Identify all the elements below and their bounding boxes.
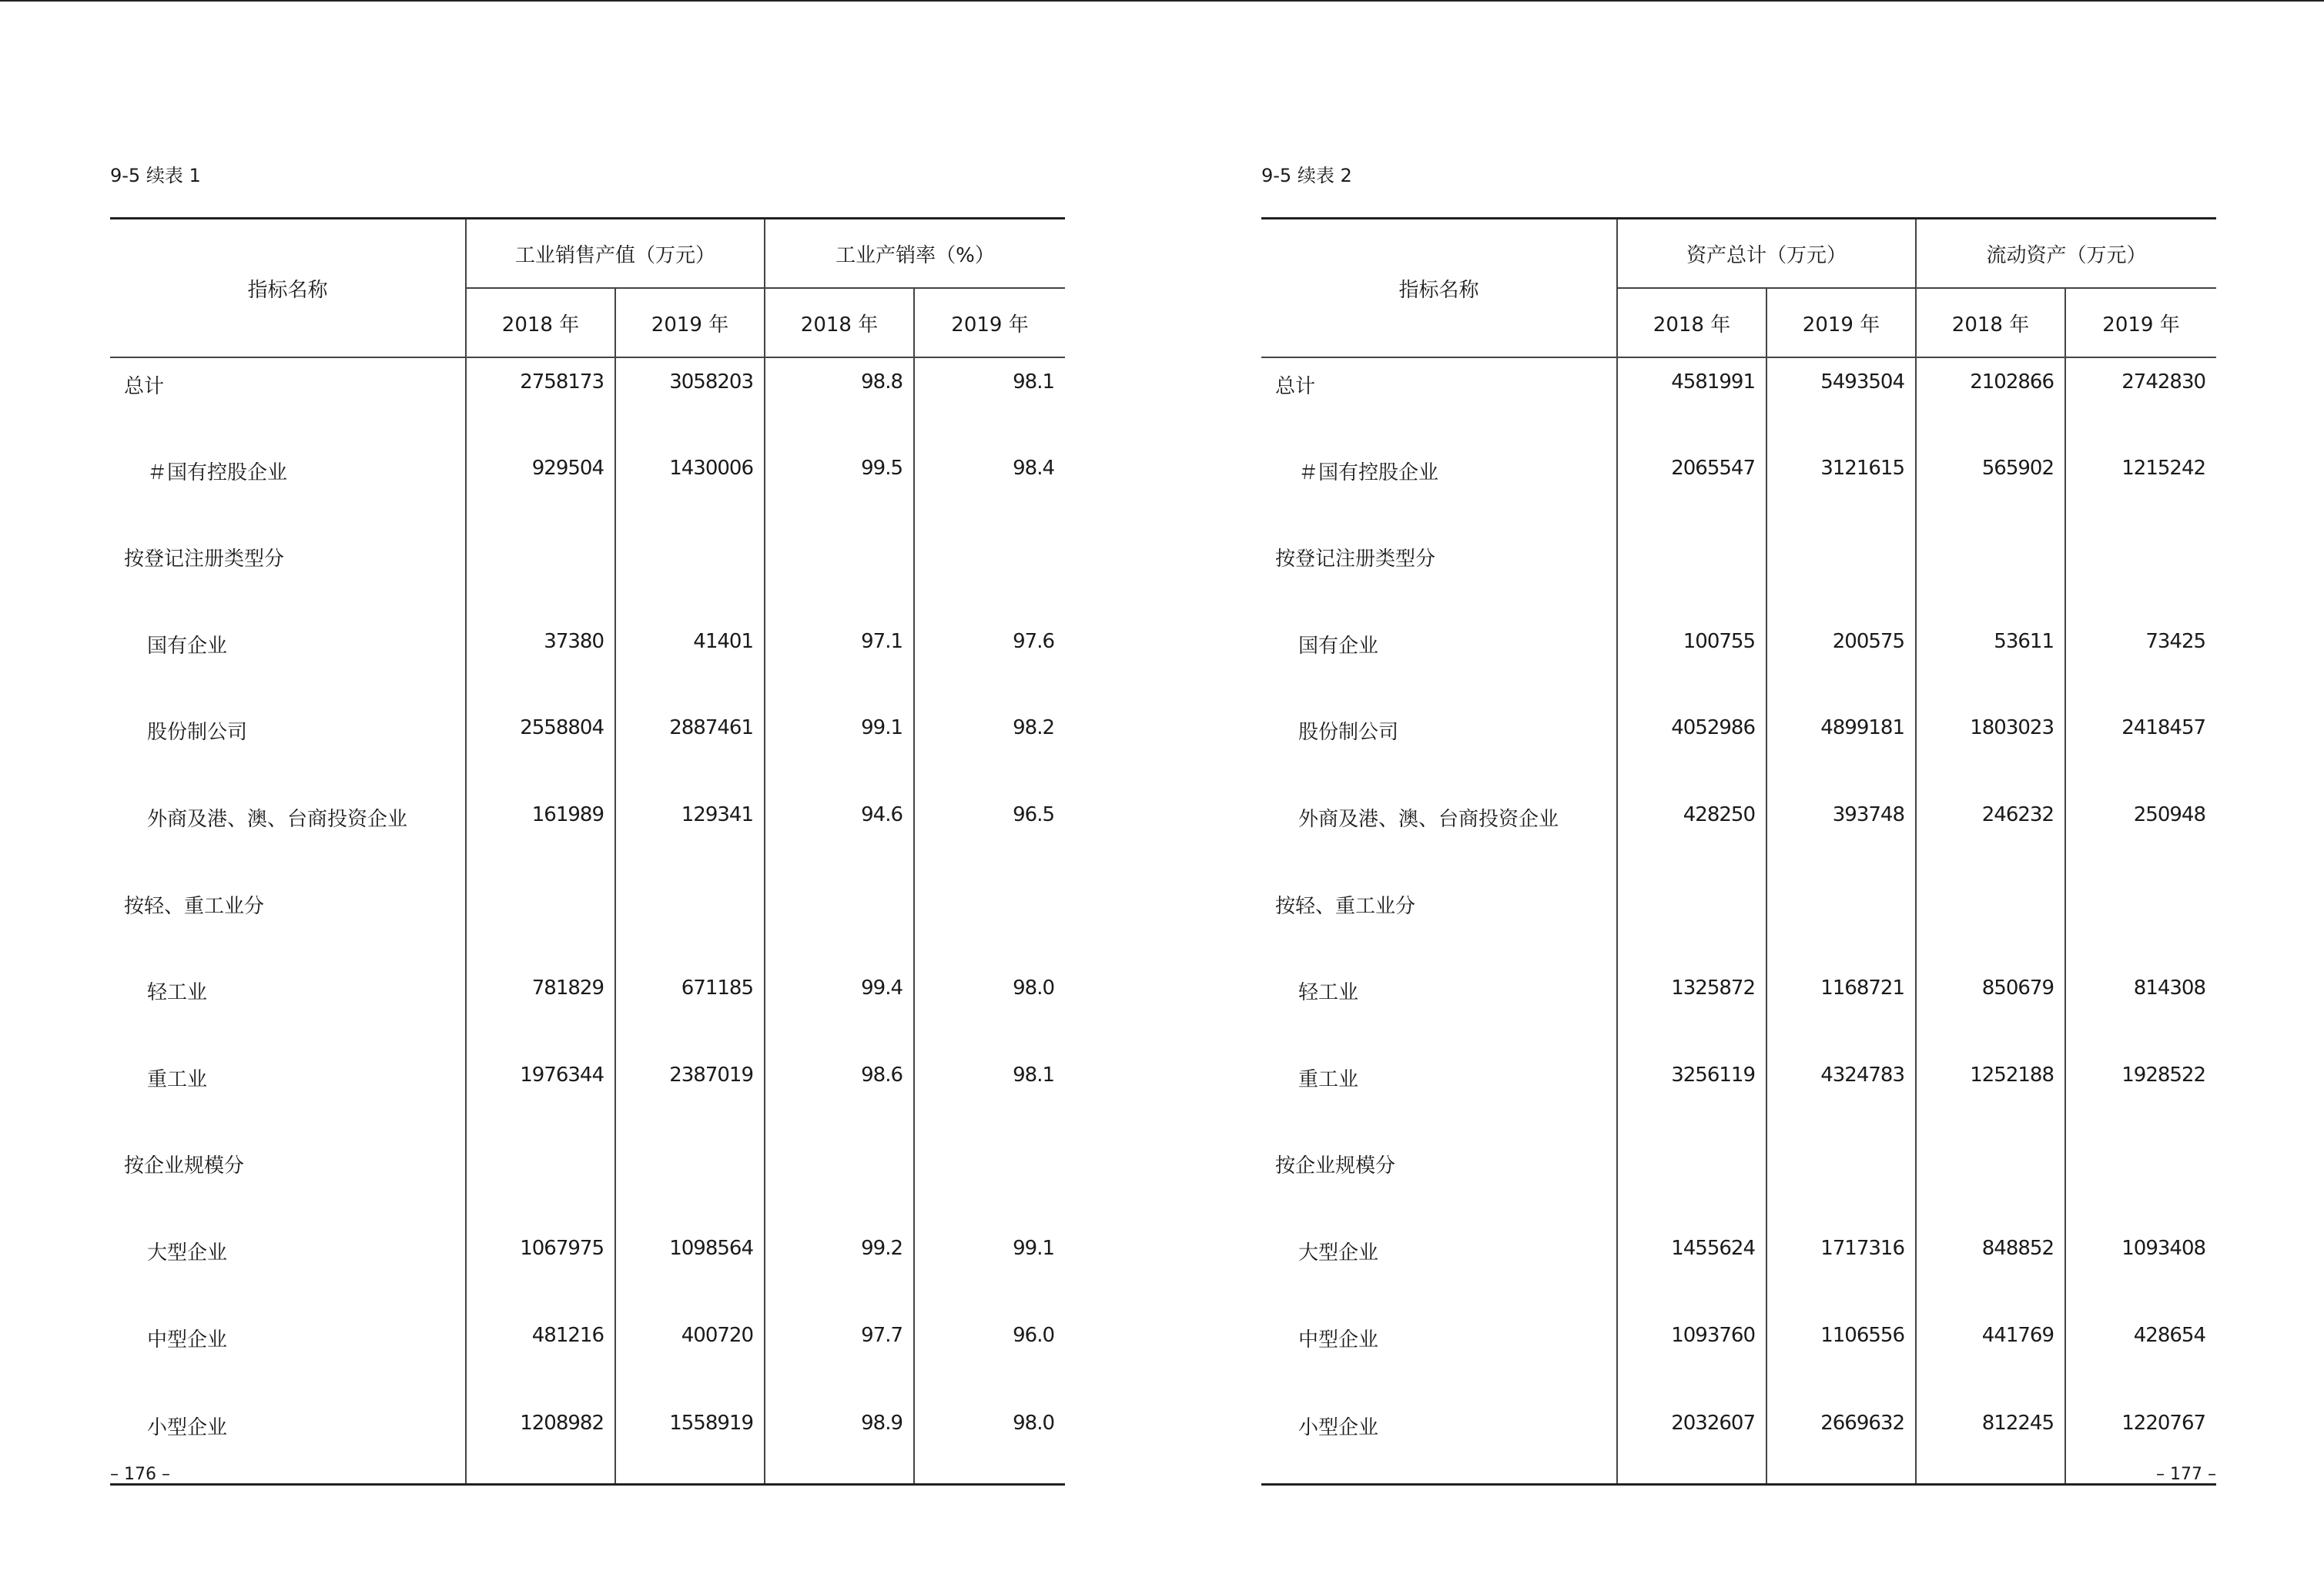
year-header: 2019 年 bbox=[615, 288, 765, 357]
row-label: 小型企业 bbox=[147, 1416, 228, 1440]
table-title: 9-5 续表 1 bbox=[110, 165, 201, 186]
row-label: 按企业规模分 bbox=[1275, 1154, 1396, 1178]
row-label: 大型企业 bbox=[1298, 1241, 1379, 1265]
value-cell: 37380 bbox=[466, 618, 615, 705]
row-label: 按登记注册类型分 bbox=[1275, 548, 1436, 571]
value-cell bbox=[466, 878, 615, 965]
column-group-header: 工业销售产值（万元） bbox=[466, 219, 765, 289]
row-label: 国有企业 bbox=[147, 634, 228, 658]
table-body bbox=[110, 357, 1065, 1485]
value-cell bbox=[1916, 1137, 2065, 1225]
table-row bbox=[110, 444, 1065, 531]
row-label: 按企业规模分 bbox=[124, 1154, 245, 1178]
value-cell: 250948 bbox=[2065, 791, 2216, 878]
value-cell: 1106556 bbox=[1766, 1312, 1916, 1399]
value-cell: 441769 bbox=[1916, 1312, 2065, 1399]
value-cell: 3058203 bbox=[615, 357, 765, 444]
value-cell: 1455624 bbox=[1617, 1225, 1766, 1312]
table-row bbox=[110, 531, 1065, 618]
value-cell bbox=[615, 531, 765, 618]
value-cell: 100755 bbox=[1617, 618, 1766, 705]
row-label: 股份制公司 bbox=[147, 721, 248, 745]
table-row bbox=[1261, 444, 2216, 531]
value-cell bbox=[914, 531, 1065, 618]
row-label: ＃国有控股企业 bbox=[1298, 461, 1439, 484]
value-cell: 2558804 bbox=[466, 704, 615, 791]
value-cell: 848852 bbox=[1916, 1225, 2065, 1312]
value-cell: 1558919 bbox=[615, 1398, 765, 1485]
value-cell bbox=[914, 878, 1065, 965]
value-cell bbox=[1766, 531, 1916, 618]
column-group-header: 资产总计（万元） bbox=[1617, 219, 1916, 289]
row-label: 股份制公司 bbox=[1298, 721, 1399, 745]
value-cell: 1717316 bbox=[1766, 1225, 1916, 1312]
value-cell: 99.1 bbox=[914, 1225, 1065, 1312]
row-label: 重工业 bbox=[1298, 1067, 1359, 1091]
value-cell: 4052986 bbox=[1617, 704, 1766, 791]
row-label: 小型企业 bbox=[1298, 1416, 1379, 1440]
value-cell bbox=[765, 531, 914, 618]
table-row bbox=[1261, 1051, 2216, 1138]
value-cell: 97.7 bbox=[765, 1312, 914, 1399]
value-cell: 428654 bbox=[2065, 1312, 2216, 1399]
value-cell: 1220767 bbox=[2065, 1398, 2216, 1485]
value-cell bbox=[2065, 1137, 2216, 1225]
value-cell bbox=[1766, 878, 1916, 965]
value-cell: 565902 bbox=[1916, 444, 2065, 531]
year-header: 2018 年 bbox=[1916, 288, 2065, 357]
table-row bbox=[1261, 1137, 2216, 1225]
value-cell: 2065547 bbox=[1617, 444, 1766, 531]
value-cell: 98.1 bbox=[914, 1051, 1065, 1138]
table-row bbox=[110, 964, 1065, 1051]
value-cell: 98.1 bbox=[914, 357, 1065, 444]
right-page bbox=[1261, 0, 2216, 1588]
value-cell: 812245 bbox=[1916, 1398, 2065, 1485]
value-cell: 98.8 bbox=[765, 357, 914, 444]
value-cell: 781829 bbox=[466, 964, 615, 1051]
value-cell: 99.5 bbox=[765, 444, 914, 531]
value-cell: 814308 bbox=[2065, 964, 2216, 1051]
value-cell: 850679 bbox=[1916, 964, 2065, 1051]
table-row bbox=[110, 618, 1065, 705]
value-cell: 2102866 bbox=[1916, 357, 2065, 444]
value-cell bbox=[1766, 1137, 1916, 1225]
row-label: 外商及港、澳、台商投资企业 bbox=[1298, 807, 1559, 831]
value-cell: 98.0 bbox=[914, 964, 1065, 1051]
table-row bbox=[110, 1137, 1065, 1225]
indicator-name-header: 指标名称 bbox=[110, 219, 466, 358]
value-cell: 2758173 bbox=[466, 357, 615, 444]
row-label: 总计 bbox=[124, 375, 165, 398]
value-cell: 1430006 bbox=[615, 444, 765, 531]
value-cell: 2887461 bbox=[615, 704, 765, 791]
row-label: 轻工业 bbox=[147, 981, 208, 1005]
value-cell bbox=[1617, 878, 1766, 965]
value-cell: 1976344 bbox=[466, 1051, 615, 1138]
value-cell: 99.2 bbox=[765, 1225, 914, 1312]
value-cell bbox=[1617, 1137, 1766, 1225]
value-cell: 3256119 bbox=[1617, 1051, 1766, 1138]
table-row bbox=[1261, 531, 2216, 618]
value-cell: 98.2 bbox=[914, 704, 1065, 791]
value-cell bbox=[1617, 531, 1766, 618]
value-cell: 97.6 bbox=[914, 618, 1065, 705]
value-cell bbox=[914, 1137, 1065, 1225]
value-cell: 1093760 bbox=[1617, 1312, 1766, 1399]
value-cell bbox=[765, 878, 914, 965]
value-cell bbox=[1916, 878, 2065, 965]
value-cell: 428250 bbox=[1617, 791, 1766, 878]
table-row bbox=[1261, 791, 2216, 878]
value-cell bbox=[466, 1137, 615, 1225]
indicator-name-header: 指标名称 bbox=[1261, 219, 1617, 358]
value-cell: 1803023 bbox=[1916, 704, 2065, 791]
value-cell: 3121615 bbox=[1766, 444, 1916, 531]
year-header: 2018 年 bbox=[466, 288, 615, 357]
row-label: 中型企业 bbox=[147, 1328, 228, 1352]
row-label: 外商及港、澳、台商投资企业 bbox=[147, 807, 408, 831]
value-cell: 1093408 bbox=[2065, 1225, 2216, 1312]
value-cell: 393748 bbox=[1766, 791, 1916, 878]
row-label: 按轻、重工业分 bbox=[124, 894, 265, 918]
value-cell: 96.0 bbox=[914, 1312, 1065, 1399]
row-label: 大型企业 bbox=[147, 1241, 228, 1265]
table-title: 9-5 续表 2 bbox=[1261, 165, 1352, 186]
value-cell: 98.4 bbox=[914, 444, 1065, 531]
value-cell bbox=[1916, 531, 2065, 618]
year-header: 2019 年 bbox=[2065, 288, 2216, 357]
table-row bbox=[1261, 964, 2216, 1051]
year-header: 2019 年 bbox=[1766, 288, 1916, 357]
column-group-header: 工业产销率（%） bbox=[765, 219, 1065, 289]
value-cell: 1208982 bbox=[466, 1398, 615, 1485]
left-page bbox=[110, 0, 1065, 1588]
value-cell: 400720 bbox=[615, 1312, 765, 1399]
page-number: – 177 – bbox=[2156, 1465, 2216, 1484]
year-header: 2018 年 bbox=[765, 288, 914, 357]
value-cell: 96.5 bbox=[914, 791, 1065, 878]
value-cell: 94.6 bbox=[765, 791, 914, 878]
table-row bbox=[110, 878, 1065, 965]
value-cell: 4324783 bbox=[1766, 1051, 1916, 1138]
value-cell: 73425 bbox=[2065, 618, 2216, 705]
value-cell: 5493504 bbox=[1766, 357, 1916, 444]
value-cell: 2387019 bbox=[615, 1051, 765, 1138]
value-cell: 1325872 bbox=[1617, 964, 1766, 1051]
row-label: 总计 bbox=[1275, 375, 1316, 398]
value-cell: 1098564 bbox=[615, 1225, 765, 1312]
value-cell bbox=[2065, 878, 2216, 965]
value-cell: 98.0 bbox=[914, 1398, 1065, 1485]
value-cell: 1168721 bbox=[1766, 964, 1916, 1051]
value-cell: 4581991 bbox=[1617, 357, 1766, 444]
table-row bbox=[1261, 1312, 2216, 1399]
table-row bbox=[110, 1225, 1065, 1312]
year-header: 2018 年 bbox=[1617, 288, 1766, 357]
table-row bbox=[1261, 704, 2216, 791]
table-row bbox=[110, 1051, 1065, 1138]
table-row bbox=[1261, 357, 2216, 444]
value-cell bbox=[615, 1137, 765, 1225]
table-row bbox=[110, 1312, 1065, 1399]
table-row bbox=[1261, 1225, 2216, 1312]
table-row bbox=[1261, 1398, 2216, 1485]
year-header: 2019 年 bbox=[914, 288, 1065, 357]
column-group-header: 流动资产（万元） bbox=[1916, 219, 2216, 289]
value-cell: 98.9 bbox=[765, 1398, 914, 1485]
value-cell bbox=[615, 878, 765, 965]
value-cell: 53611 bbox=[1916, 618, 2065, 705]
value-cell: 2669632 bbox=[1766, 1398, 1916, 1485]
table-row bbox=[110, 704, 1065, 791]
value-cell: 481216 bbox=[466, 1312, 615, 1399]
table-row bbox=[1261, 878, 2216, 965]
value-cell: 246232 bbox=[1916, 791, 2065, 878]
page-number: – 176 – bbox=[110, 1465, 170, 1484]
row-label: 国有企业 bbox=[1298, 634, 1379, 658]
value-cell: 4899181 bbox=[1766, 704, 1916, 791]
table-row bbox=[1261, 618, 2216, 705]
value-cell: 161989 bbox=[466, 791, 615, 878]
value-cell bbox=[2065, 531, 2216, 618]
value-cell: 97.1 bbox=[765, 618, 914, 705]
value-cell bbox=[466, 531, 615, 618]
table-body bbox=[1261, 357, 2216, 1485]
statistics-table bbox=[110, 217, 1065, 1486]
table-row bbox=[110, 791, 1065, 878]
row-label: 按登记注册类型分 bbox=[124, 548, 285, 571]
value-cell: 41401 bbox=[615, 618, 765, 705]
row-label: 重工业 bbox=[147, 1067, 208, 1091]
table-row bbox=[110, 1398, 1065, 1485]
row-label: 按轻、重工业分 bbox=[1275, 894, 1416, 918]
row-label: ＃国有控股企业 bbox=[147, 461, 288, 484]
value-cell: 1928522 bbox=[2065, 1051, 2216, 1138]
row-label: 中型企业 bbox=[1298, 1328, 1379, 1352]
value-cell: 1252188 bbox=[1916, 1051, 2065, 1138]
value-cell: 2742830 bbox=[2065, 357, 2216, 444]
table-row bbox=[110, 357, 1065, 444]
value-cell: 2418457 bbox=[2065, 704, 2216, 791]
value-cell: 99.4 bbox=[765, 964, 914, 1051]
value-cell: 1067975 bbox=[466, 1225, 615, 1312]
value-cell: 129341 bbox=[615, 791, 765, 878]
value-cell: 671185 bbox=[615, 964, 765, 1051]
value-cell: 1215242 bbox=[2065, 444, 2216, 531]
value-cell: 929504 bbox=[466, 444, 615, 531]
statistics-table bbox=[1261, 217, 2216, 1486]
value-cell: 99.1 bbox=[765, 704, 914, 791]
value-cell: 98.6 bbox=[765, 1051, 914, 1138]
value-cell bbox=[765, 1137, 914, 1225]
value-cell: 2032607 bbox=[1617, 1398, 1766, 1485]
row-label: 轻工业 bbox=[1298, 981, 1359, 1005]
value-cell: 200575 bbox=[1766, 618, 1916, 705]
